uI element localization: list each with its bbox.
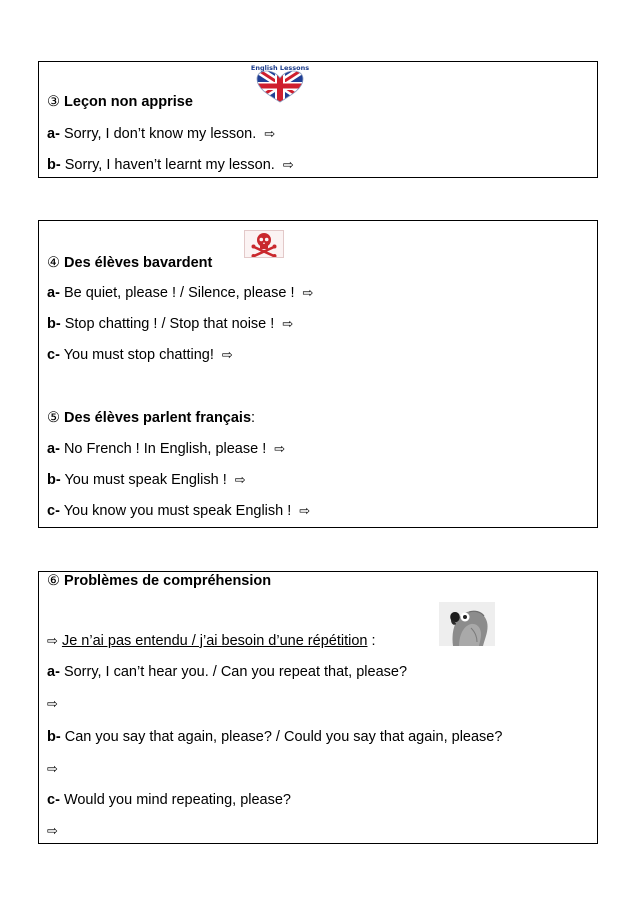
item-letter: b- xyxy=(47,316,61,332)
answer-arrow xyxy=(47,760,58,779)
skull-crossbones-icon xyxy=(245,231,283,257)
item-text: Sorry, I haven’t learnt my lesson. xyxy=(64,157,275,173)
parrot-icon xyxy=(439,602,495,646)
arrow-icon: ⇨ xyxy=(282,158,294,173)
arrow-icon: ⇨ xyxy=(299,504,311,519)
section-number: ⑥ xyxy=(47,573,60,589)
list-item xyxy=(47,315,293,334)
section-3-box xyxy=(38,61,598,178)
list-item xyxy=(47,791,291,809)
item-text: You must speak English ! xyxy=(64,472,227,488)
parrot-image xyxy=(439,602,495,646)
item-letter: b- xyxy=(47,729,61,745)
item-letter: b- xyxy=(47,157,61,173)
item-text: Sorry, I can’t hear you. / Can you repeat that, please? xyxy=(63,664,408,680)
item-letter: a- xyxy=(47,285,60,301)
item-letter: b- xyxy=(47,472,61,488)
section-title: Des élèves bavardent xyxy=(64,255,213,271)
section-number: ⑤ xyxy=(47,410,60,426)
item-text: Can you say that again, please? / Could you say that again, please? xyxy=(64,729,503,745)
item-letter: c- xyxy=(47,503,60,519)
section-5-heading xyxy=(47,409,255,427)
item-text: Sorry, I don’t know my lesson. xyxy=(63,126,257,142)
list-item xyxy=(47,663,407,681)
skull-badge xyxy=(244,230,284,258)
arrow-icon: ⇨ xyxy=(234,473,246,488)
section-4-heading xyxy=(47,254,212,272)
item-letter: c- xyxy=(47,792,60,808)
answer-arrow xyxy=(47,695,58,714)
item-letter: a- xyxy=(47,441,60,457)
section-title: Leçon non apprise xyxy=(64,94,193,110)
arrow-icon: ⇨ xyxy=(264,127,276,142)
arrow-icon: ⇨ xyxy=(282,317,294,332)
section-title: Problèmes de compréhension xyxy=(64,573,272,589)
list-item xyxy=(47,156,294,175)
item-text: Be quiet, please ! / Silence, please ! xyxy=(63,285,295,301)
section-number: ④ xyxy=(47,255,60,271)
list-item xyxy=(47,125,275,144)
section-number: ③ xyxy=(47,94,60,110)
list-item xyxy=(47,284,313,303)
item-text: You must stop chatting! xyxy=(63,347,214,363)
english-lessons-badge xyxy=(249,64,311,104)
arrow-icon: ⇨ xyxy=(302,286,314,301)
item-letter: c- xyxy=(47,347,60,363)
item-text: Would you mind repeating, please? xyxy=(63,792,291,808)
arrow-icon: ⇨ xyxy=(47,697,58,712)
section-3-heading xyxy=(47,93,193,111)
item-letter: a- xyxy=(47,664,60,680)
list-item xyxy=(47,440,285,459)
item-letter: a- xyxy=(47,126,60,142)
answer-arrow xyxy=(47,822,58,841)
list-item xyxy=(47,471,246,490)
uk-flag-heart-icon xyxy=(249,64,311,104)
arrow-icon: ⇨ xyxy=(47,824,58,839)
title-suffix: : xyxy=(251,410,256,426)
section-6-box xyxy=(38,571,598,844)
section-4-5-box xyxy=(38,220,598,528)
section-title: Des élèves parlent français xyxy=(64,410,252,426)
arrow-icon: ⇨ xyxy=(274,442,286,457)
arrow-icon: ⇨ xyxy=(47,762,58,777)
arrow-icon: ⇨ xyxy=(221,348,233,363)
list-item xyxy=(47,502,310,521)
subtitle-text: Je n’ai pas entendu / j’ai besoin d’une répétition xyxy=(61,633,368,649)
item-text: No French ! In English, please ! xyxy=(63,441,267,457)
subtitle-suffix: : xyxy=(371,633,376,649)
item-text: You know you must speak English ! xyxy=(63,503,292,519)
arrow-icon: ⇨ xyxy=(47,634,58,649)
section-6-subtitle xyxy=(47,632,376,651)
item-text: Stop chatting ! / Stop that noise ! xyxy=(64,316,275,332)
list-item xyxy=(47,346,233,365)
badge-text: English Lessons xyxy=(250,64,310,72)
list-item xyxy=(47,728,502,746)
section-6-heading xyxy=(47,572,271,590)
